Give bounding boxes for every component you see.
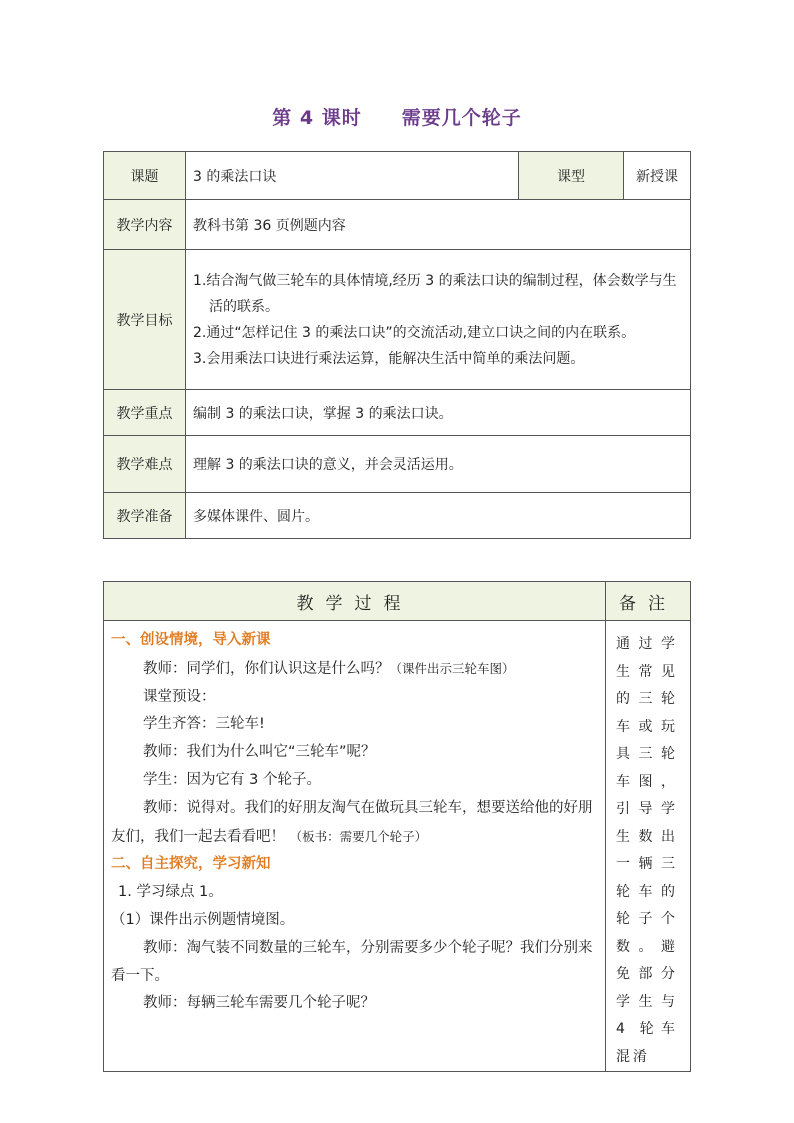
lesson-number: 第 4 课时 bbox=[272, 107, 362, 129]
prep-label: 教学准备 bbox=[104, 493, 186, 539]
lesson-title bbox=[0, 103, 794, 130]
notes-content: 通过学生常见的三轮车或玩具三轮车图，引导学生数出一辆三轮车的轮子个数。避免部分学生与 4 轮车混淆 bbox=[606, 621, 691, 1072]
section-heading: 一、创设情境，导入新课 bbox=[111, 632, 271, 648]
topic-label: 课题 bbox=[104, 152, 186, 200]
row-topic bbox=[104, 152, 691, 200]
type-label: 课型 bbox=[519, 152, 624, 200]
dialogue-line: 课堂预设： bbox=[143, 688, 216, 705]
content-value: 教科书第 36 页例题内容 bbox=[186, 200, 691, 250]
lesson-info-table bbox=[103, 151, 691, 539]
step-item: （1）课件出示例题情境图。 bbox=[111, 911, 295, 928]
goals-value bbox=[186, 250, 691, 390]
goal-item: 1.结合淘气做三轮车的具体情境,经历 3 的乘法口诀的编制过程，体会数学与生活的联系。 bbox=[193, 272, 677, 315]
goal-item: 3.会用乘法口诀进行乘法运算，能解决生活中简单的乘法问题。 bbox=[193, 350, 585, 367]
type-value: 新授课 bbox=[624, 152, 691, 200]
row-content bbox=[104, 200, 691, 250]
courseware-note: （课件出示三轮车图） bbox=[389, 660, 515, 676]
topic-value: 3 的乘法口诀 bbox=[186, 152, 519, 200]
row-prep bbox=[104, 493, 691, 539]
lesson-name: 需要几个轮子 bbox=[401, 107, 522, 129]
process-body-row bbox=[104, 621, 691, 1072]
prep-value: 多媒体课件、圆片。 bbox=[186, 493, 691, 539]
section-heading: 二、自主探究，学习新知 bbox=[111, 856, 271, 873]
dialogue-line: 教师：淘气装不同数量的三轮车，分别需要多少个轮子呢？我们分别来看一下。 bbox=[111, 939, 593, 984]
dialogue-line: 教师：我们为什么叫它“三轮车”呢？ bbox=[143, 744, 376, 761]
goals-label: 教学目标 bbox=[104, 250, 186, 390]
key-label: 教学重点 bbox=[104, 390, 186, 436]
difficulty-label: 教学难点 bbox=[104, 436, 186, 493]
step-item: 1. 学习绿点 1。 bbox=[118, 884, 223, 901]
row-key bbox=[104, 390, 691, 436]
process-content bbox=[104, 621, 606, 1072]
teaching-process-table bbox=[103, 581, 691, 1072]
row-difficulty bbox=[104, 436, 691, 493]
process-header-row bbox=[104, 582, 691, 621]
dialogue-line: 学生：因为它有 3 个轮子。 bbox=[143, 771, 321, 788]
goal-item: 2.通过“怎样记住 3 的乘法口诀”的交流活动,建立口诀之间的内在联系。 bbox=[193, 324, 636, 341]
dialogue-line: 学生齐答：三轮车! bbox=[143, 716, 265, 733]
key-value: 编制 3 的乘法口诀，掌握 3 的乘法口诀。 bbox=[186, 390, 691, 436]
notes-header: 备注 bbox=[606, 582, 691, 621]
dialogue-line: 教师：同学们，你们认识这是什么吗？（课件出示三轮车图） bbox=[143, 660, 515, 677]
board-note: （板书：需要几个轮子） bbox=[289, 828, 428, 844]
dialogue-line: 教师：说得对。我们的好朋友淘气在做玩具三轮车，想要送给他的好朋友们，我们一起去看看吧！ （板书：需要几个轮子） bbox=[111, 799, 593, 845]
difficulty-value: 理解 3 的乘法口诀的意义，并会灵活运用。 bbox=[186, 436, 691, 493]
dialogue-line: 教师：每辆三轮车需要几个轮子呢？ bbox=[143, 995, 375, 1012]
row-goals bbox=[104, 250, 691, 390]
content-label: 教学内容 bbox=[104, 200, 186, 250]
process-header: 教学过程 bbox=[104, 582, 606, 621]
